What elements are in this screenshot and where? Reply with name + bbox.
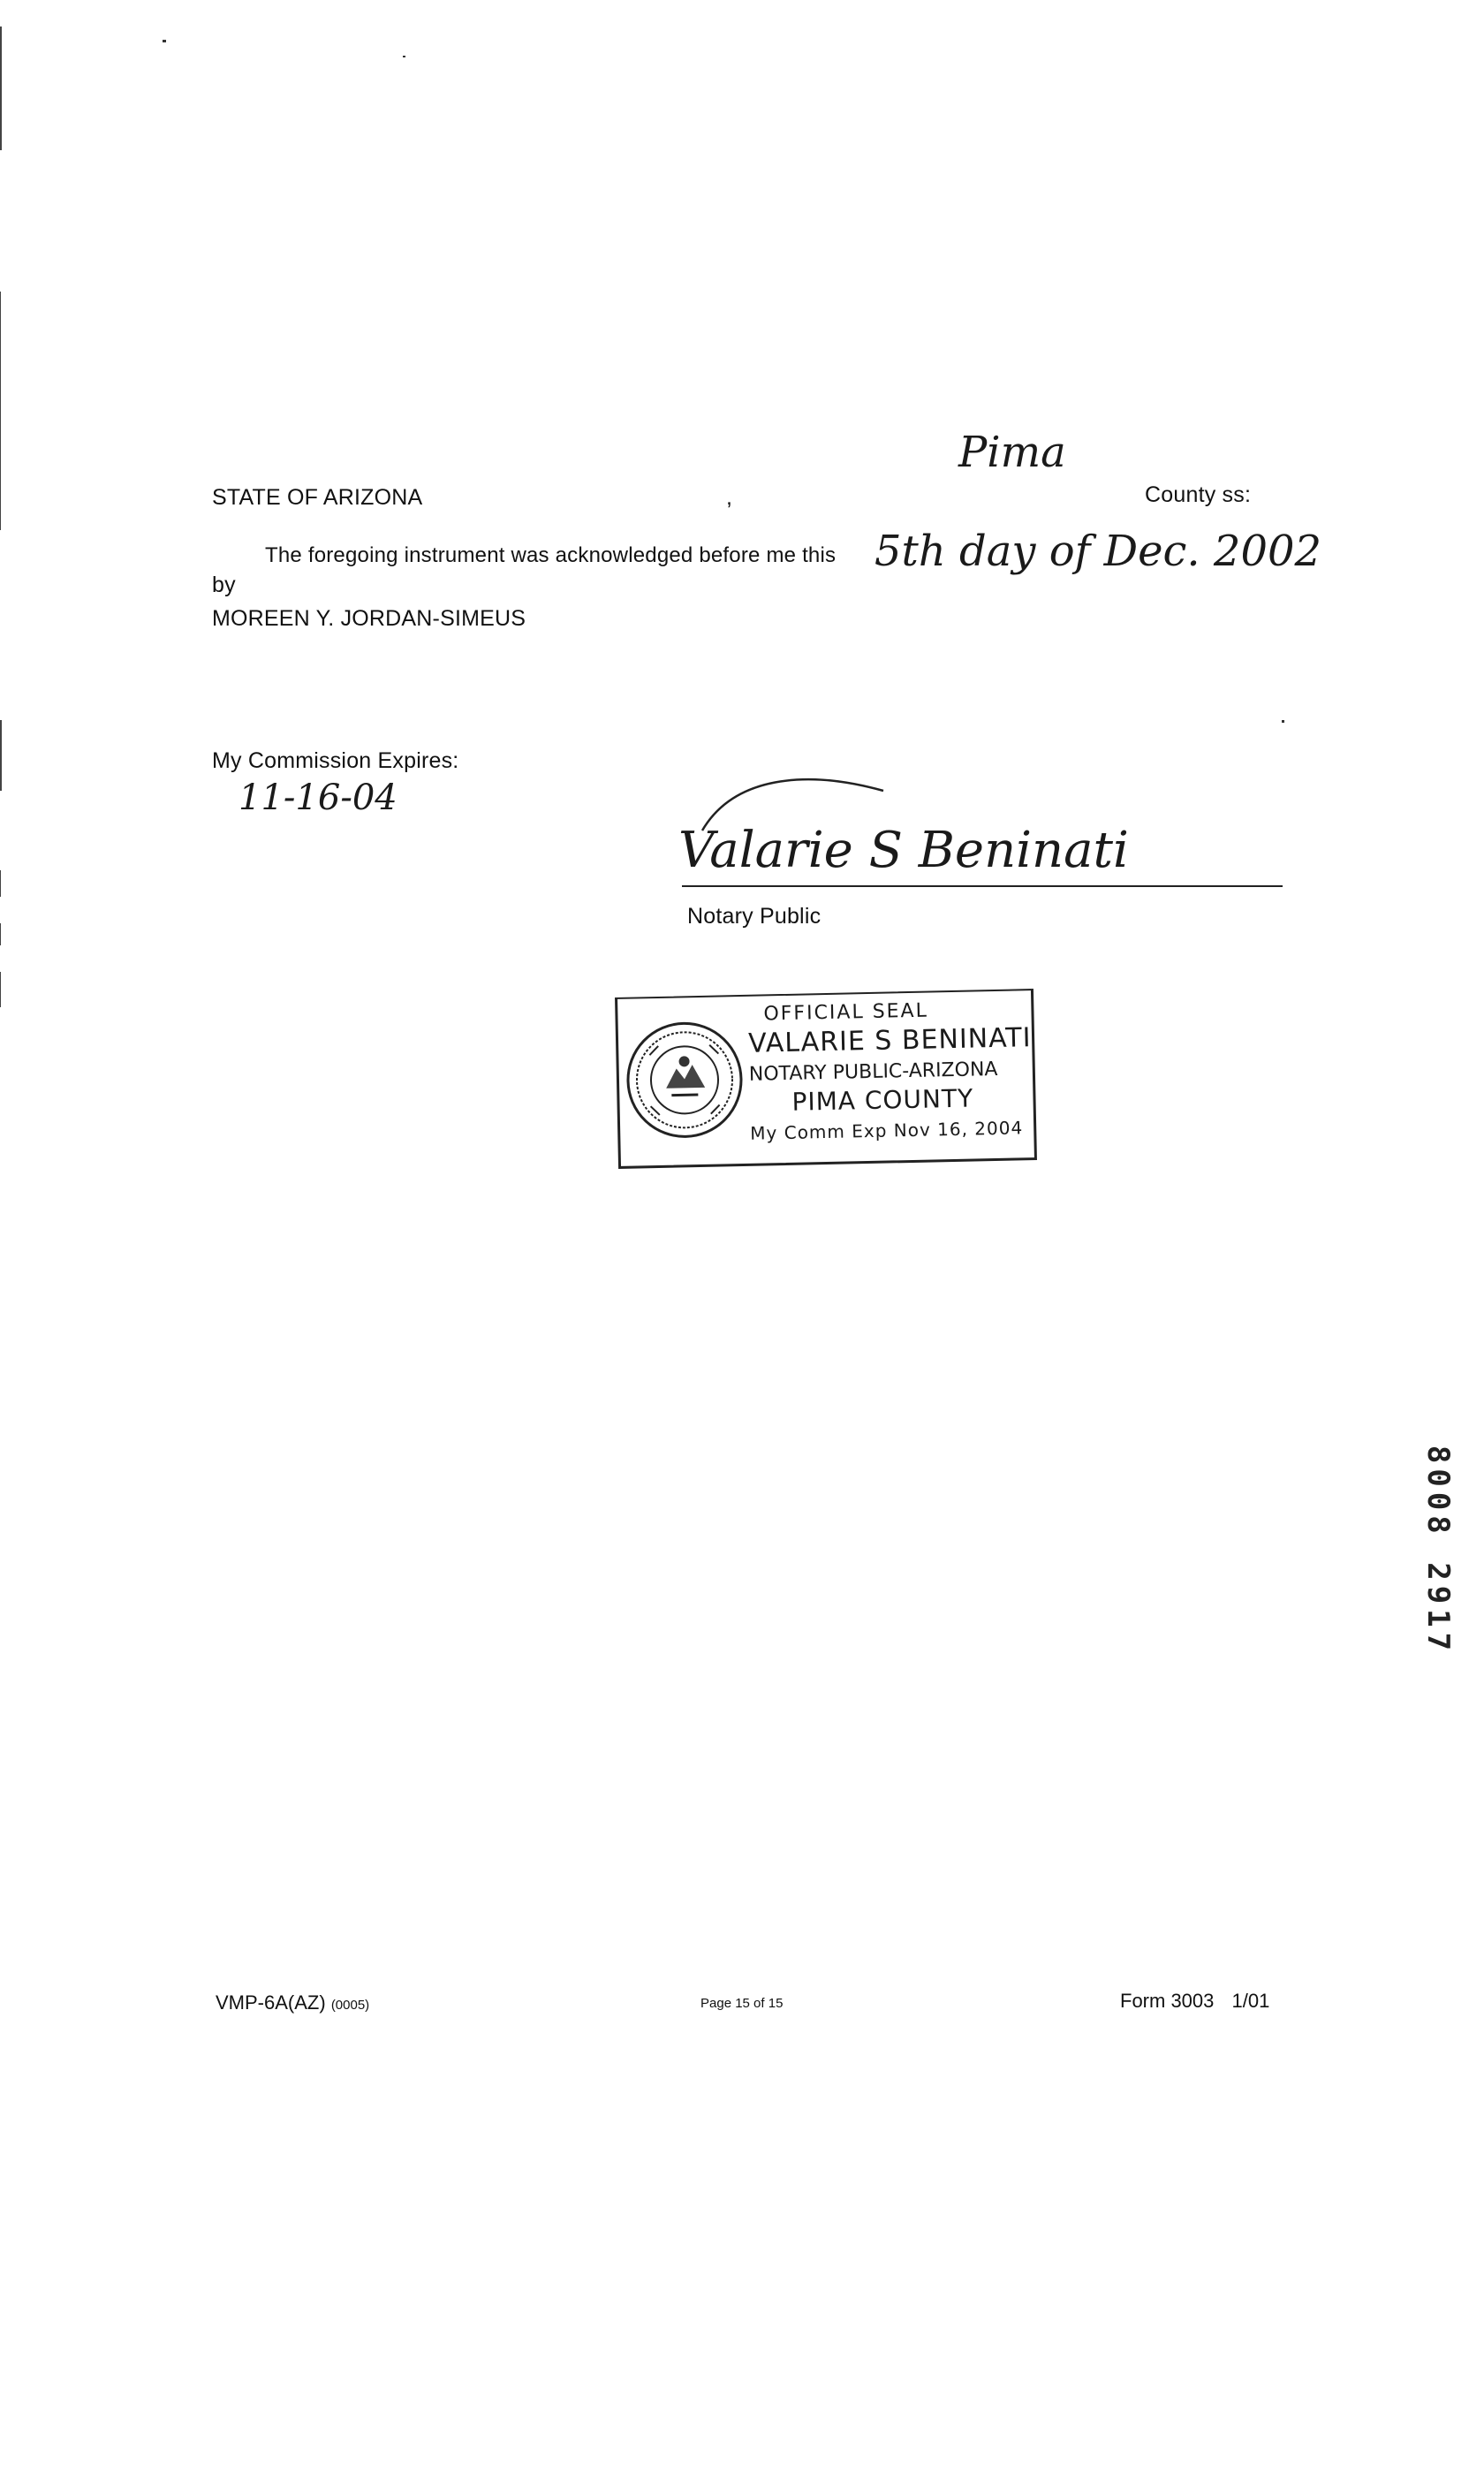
recording-number-stamp [1419, 1400, 1458, 1701]
footer-form-number [1120, 1990, 1269, 2013]
seal-notary-name: VALARIE S BENINATI [747, 1022, 1032, 1059]
signature-line [682, 885, 1283, 887]
acknowledgment-intro: The foregoing instrument was acknowledged before me this [265, 543, 837, 567]
form-code-suffix: (0005) [330, 1998, 370, 2013]
seal-notary-public: NOTARY PUBLIC-ARIZONA [748, 1058, 998, 1086]
scan-edge-mark [0, 27, 2, 150]
scan-edge-mark [0, 292, 1, 530]
comma-mark: , [726, 485, 733, 510]
scan-edge-mark [0, 972, 1, 1007]
signer-name: MOREEN Y. JORDAN-SIMEUS [212, 606, 526, 631]
scan-edge-mark [0, 923, 1, 945]
scan-edge-mark [0, 720, 2, 791]
notary-signature: Valarie S Beninati [678, 822, 1129, 879]
commission-label: My Commission Expires: [212, 748, 459, 773]
official-seal-stamp [615, 989, 1037, 1169]
scan-speck [403, 56, 405, 57]
arizona-state-seal-icon [623, 1018, 747, 1142]
county-label: County ss: [1145, 482, 1252, 507]
form-date: 1/01 [1231, 1990, 1270, 2012]
recording-number-text: 8008 2917 [1420, 1445, 1456, 1657]
form-code: VMP-6A(AZ) [216, 1991, 326, 2014]
date-handwritten: 5th day of Dec. 2002 [874, 527, 1322, 576]
seal-commission-expiration: My Comm Exp Nov 16, 2004 [750, 1117, 1024, 1144]
scan-edge-mark [0, 870, 1, 897]
commission-expiration-handwritten: 11-16-04 [238, 778, 398, 818]
state-label: STATE OF ARIZONA [212, 485, 423, 510]
by-label: by [212, 573, 236, 597]
footer-page-number: Page 15 of 15 [700, 1996, 784, 2011]
county-handwritten: Pima [958, 428, 1066, 477]
footer-form-code [216, 1991, 369, 2014]
seal-county: PIMA COUNTY [791, 1083, 974, 1117]
scan-speck [163, 40, 166, 42]
form-number: Form 3003 [1120, 1990, 1215, 2012]
notary-title: Notary Public [687, 904, 822, 929]
seal-heading: OFFICIAL SEAL [763, 999, 929, 1026]
scan-speck [1282, 720, 1284, 723]
